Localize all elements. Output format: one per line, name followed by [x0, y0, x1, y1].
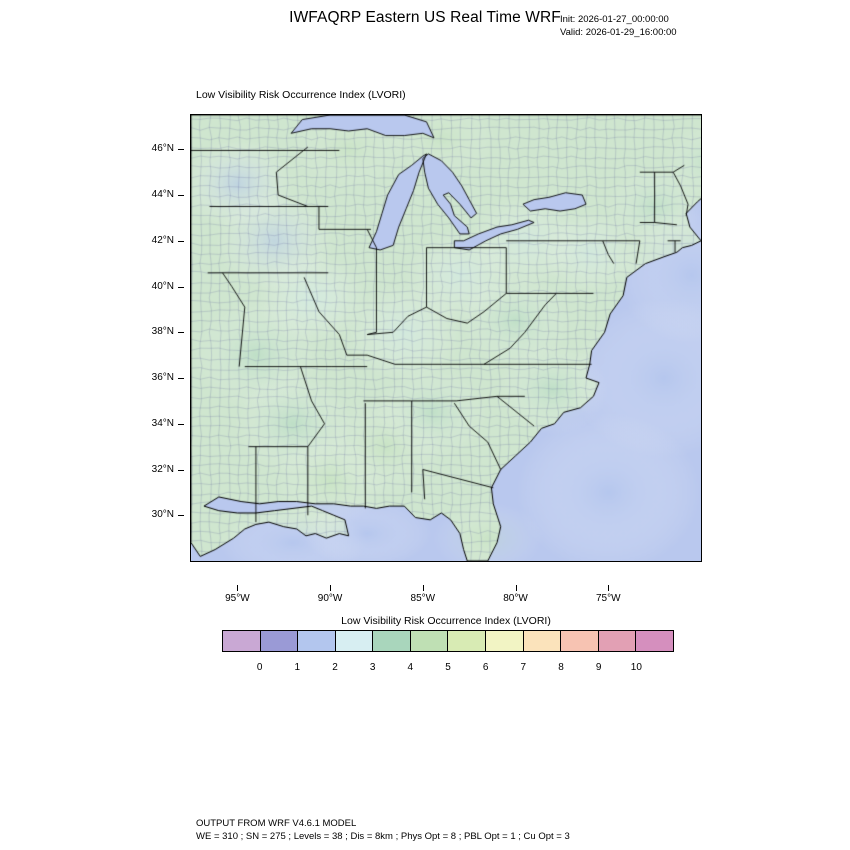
colorbar-tick-label: 2: [332, 662, 338, 673]
page-title: IWFAQRP Eastern US Real Time WRF: [289, 9, 561, 26]
lvori-field-canvas: [191, 115, 701, 561]
lat-tick-label: 40°N: [151, 280, 174, 292]
colorbar-swatch: [635, 631, 673, 651]
colorbar-swatch: [297, 631, 335, 651]
lat-tick-mark: [178, 424, 184, 425]
lat-tick-mark: [178, 195, 184, 196]
colorbar-swatch: [372, 631, 410, 651]
colorbar-tick-label: 5: [445, 662, 451, 673]
lon-tick-mark: [237, 585, 238, 591]
lat-tick-mark: [178, 149, 184, 150]
footer-line-2: WE = 310 ; SN = 275 ; Levels = 38 ; Dis = 8km ; Phys Opt = 8 ; PBL Opt = 1 ; Cu Opt = 3: [196, 830, 570, 842]
lon-tick-mark: [423, 585, 424, 591]
colorbar-tick-label: 1: [294, 662, 301, 673]
lon-tick-mark: [330, 585, 331, 591]
lat-tick-label: 36°N: [151, 372, 174, 384]
lat-tick-label: 38°N: [151, 326, 174, 338]
colorbar-swatch: [223, 631, 260, 651]
colorbar-swatch: [447, 631, 485, 651]
longitude-axis: [190, 585, 702, 604]
lat-tick-label: 32°N: [151, 463, 174, 475]
lat-tick-mark: [178, 378, 184, 379]
lon-tick-mark: [516, 585, 517, 591]
colorbar-title: Low Visibility Risk Occurrence Index (LVORI): [341, 615, 551, 627]
lat-tick-mark: [178, 515, 184, 516]
colorbar-swatch: [260, 631, 298, 651]
lat-tick-label: 34°N: [151, 417, 174, 429]
lon-tick-label: 85°W: [410, 593, 436, 604]
init-time: Init: 2026-01-27_00:00:00: [560, 14, 669, 25]
lon-tick-label: 90°W: [317, 593, 343, 604]
colorbar-swatch: [598, 631, 636, 651]
plot-title: Low Visibility Risk Occurrence Index (LVORI): [196, 89, 406, 101]
colorbar-swatch: [410, 631, 448, 651]
lat-tick-mark: [178, 332, 184, 333]
map-plot-area: [190, 114, 702, 562]
colorbar-tick-label: 10: [630, 662, 642, 673]
colorbar-tick-label: 0: [256, 662, 263, 673]
lat-tick-label: 46°N: [151, 143, 174, 155]
lat-tick-label: 42°N: [151, 234, 174, 246]
lon-tick-label: 75°W: [595, 593, 621, 604]
colorbar-tick-label: 9: [595, 662, 602, 673]
lon-tick-mark: [608, 585, 609, 591]
lat-tick-label: 30°N: [151, 509, 174, 521]
lon-tick-label: 80°W: [503, 593, 528, 604]
lat-tick-mark: [178, 287, 184, 288]
colorbar-swatch: [560, 631, 598, 651]
model-output-footer: [196, 818, 570, 843]
colorbar-tick-label: 8: [558, 662, 564, 673]
lat-tick-mark: [178, 241, 184, 242]
valid-time: Valid: 2026-01-29_16:00:00: [560, 27, 677, 38]
colorbar-tick-label: 7: [520, 662, 527, 673]
colorbar-swatch: [523, 631, 561, 651]
colorbar-tick-label: 4: [407, 662, 414, 673]
colorbar-tick-label: 6: [482, 662, 489, 673]
latitude-axis: [130, 114, 184, 562]
run-metadata: [560, 13, 677, 39]
lat-tick-label: 44°N: [151, 189, 174, 201]
lat-tick-mark: [178, 470, 184, 471]
footer-line-1: OUTPUT FROM WRF V4.6.1 MODEL: [196, 818, 357, 829]
lon-tick-label: 95°W: [225, 593, 250, 604]
colorbar-tick-label: 3: [369, 662, 376, 673]
colorbar-swatch: [485, 631, 523, 651]
colorbar-tick-labels: [222, 662, 674, 676]
colorbar-swatch: [335, 631, 373, 651]
colorbar: [222, 630, 674, 652]
